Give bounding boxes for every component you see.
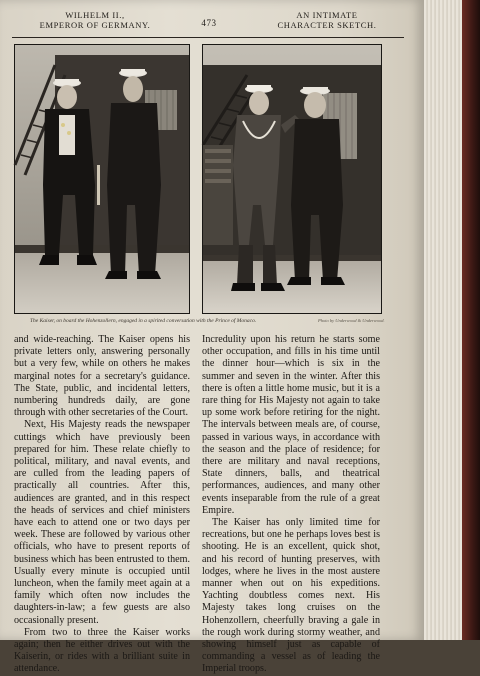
running-head-right-line1: AN INTIMATE — [296, 10, 358, 20]
running-head-left-line1: WILHELM II., — [65, 10, 125, 20]
running-head-right-line2: CHARACTER SKETCH. — [277, 20, 377, 30]
photo-left — [14, 44, 190, 314]
book-spine — [462, 0, 480, 640]
text-column-right — [202, 334, 380, 675]
running-head-left-line2: EMPEROR OF GERMANY. — [39, 20, 151, 30]
figure-caption: The Kaiser, on board the Hohenzollern, engaged in a spirited conversation with the Prince of Monaco. — [30, 318, 257, 324]
photo-right-image — [203, 45, 381, 313]
photo-left-image — [15, 45, 189, 313]
photo-right — [202, 44, 382, 314]
running-head-left — [30, 10, 160, 30]
running-head — [14, 10, 410, 36]
paragraph: Next, His Majesty reads the newspaper cuttings which have previously been prepared for him. These relate chiefly to political, military, and naval events, and are culled from the leading papers of practically all countries. After this, audiences are granted, and in this respect the heads of services and chief ministers have each to attend one or two days per week. These are followed by various other officials, who have to present reports of business which has been entrusted to them. Usually every minute is occupied until luncheon, when the family meet again at a family which often now includes the daughters-in-law; a few guests are also occasionally present. — [14, 419, 190, 626]
paragraph: Incredulity upon his return he starts some other occupation, and fills in his time until the dinner hour—which is six in the summer and seven in the winter. After this there is often a little home music, but it is a rare thing for His Majesty not again to take up some work before retiring for the night. The intervals between meals are, of course, passed in various ways, in accordance with the season and the place of residence; for there are military and naval receptions, State dinners, balls, and theatrical performances, audiences, and many other events inseparable from the rule of a great Empire. — [202, 334, 380, 516]
page-number: 473 — [201, 18, 217, 28]
paragraph: The Kaiser has only limited time for recreations, but one he perhaps loves best is shooting. He is an excellent, quick shot, and his record of hunting preserves, with lodges, where he lives in the most austere manner when out on his expeditions. Yachting doubtless comes next. His Majesty takes long cruises on the Hohenzollern, cheerfully braving a gale in the rough work during stormy weather, and showing himself just as capable of commanding a vessel as of leading the Imperial troops. — [202, 517, 380, 675]
running-head-right — [262, 10, 392, 30]
paragraph: and wide-reaching. The Kaiser opens his private letters only, answering personally but a very few, while on others he makes marginal notes for a secretary's guidance. The State, public, and incidental letters, numbering hundreds daily, are gone through with other secretaries of the Court. — [14, 334, 190, 419]
photo-credit: Photo by Underwood & Underwood. — [318, 318, 385, 323]
header-rule — [12, 37, 404, 38]
text-column-left — [14, 334, 190, 675]
paragraph: From two to three the Kaiser works again; then he either drives out with the Kaiserin, or rides with a brilliant suite in attendance. — [14, 626, 190, 675]
